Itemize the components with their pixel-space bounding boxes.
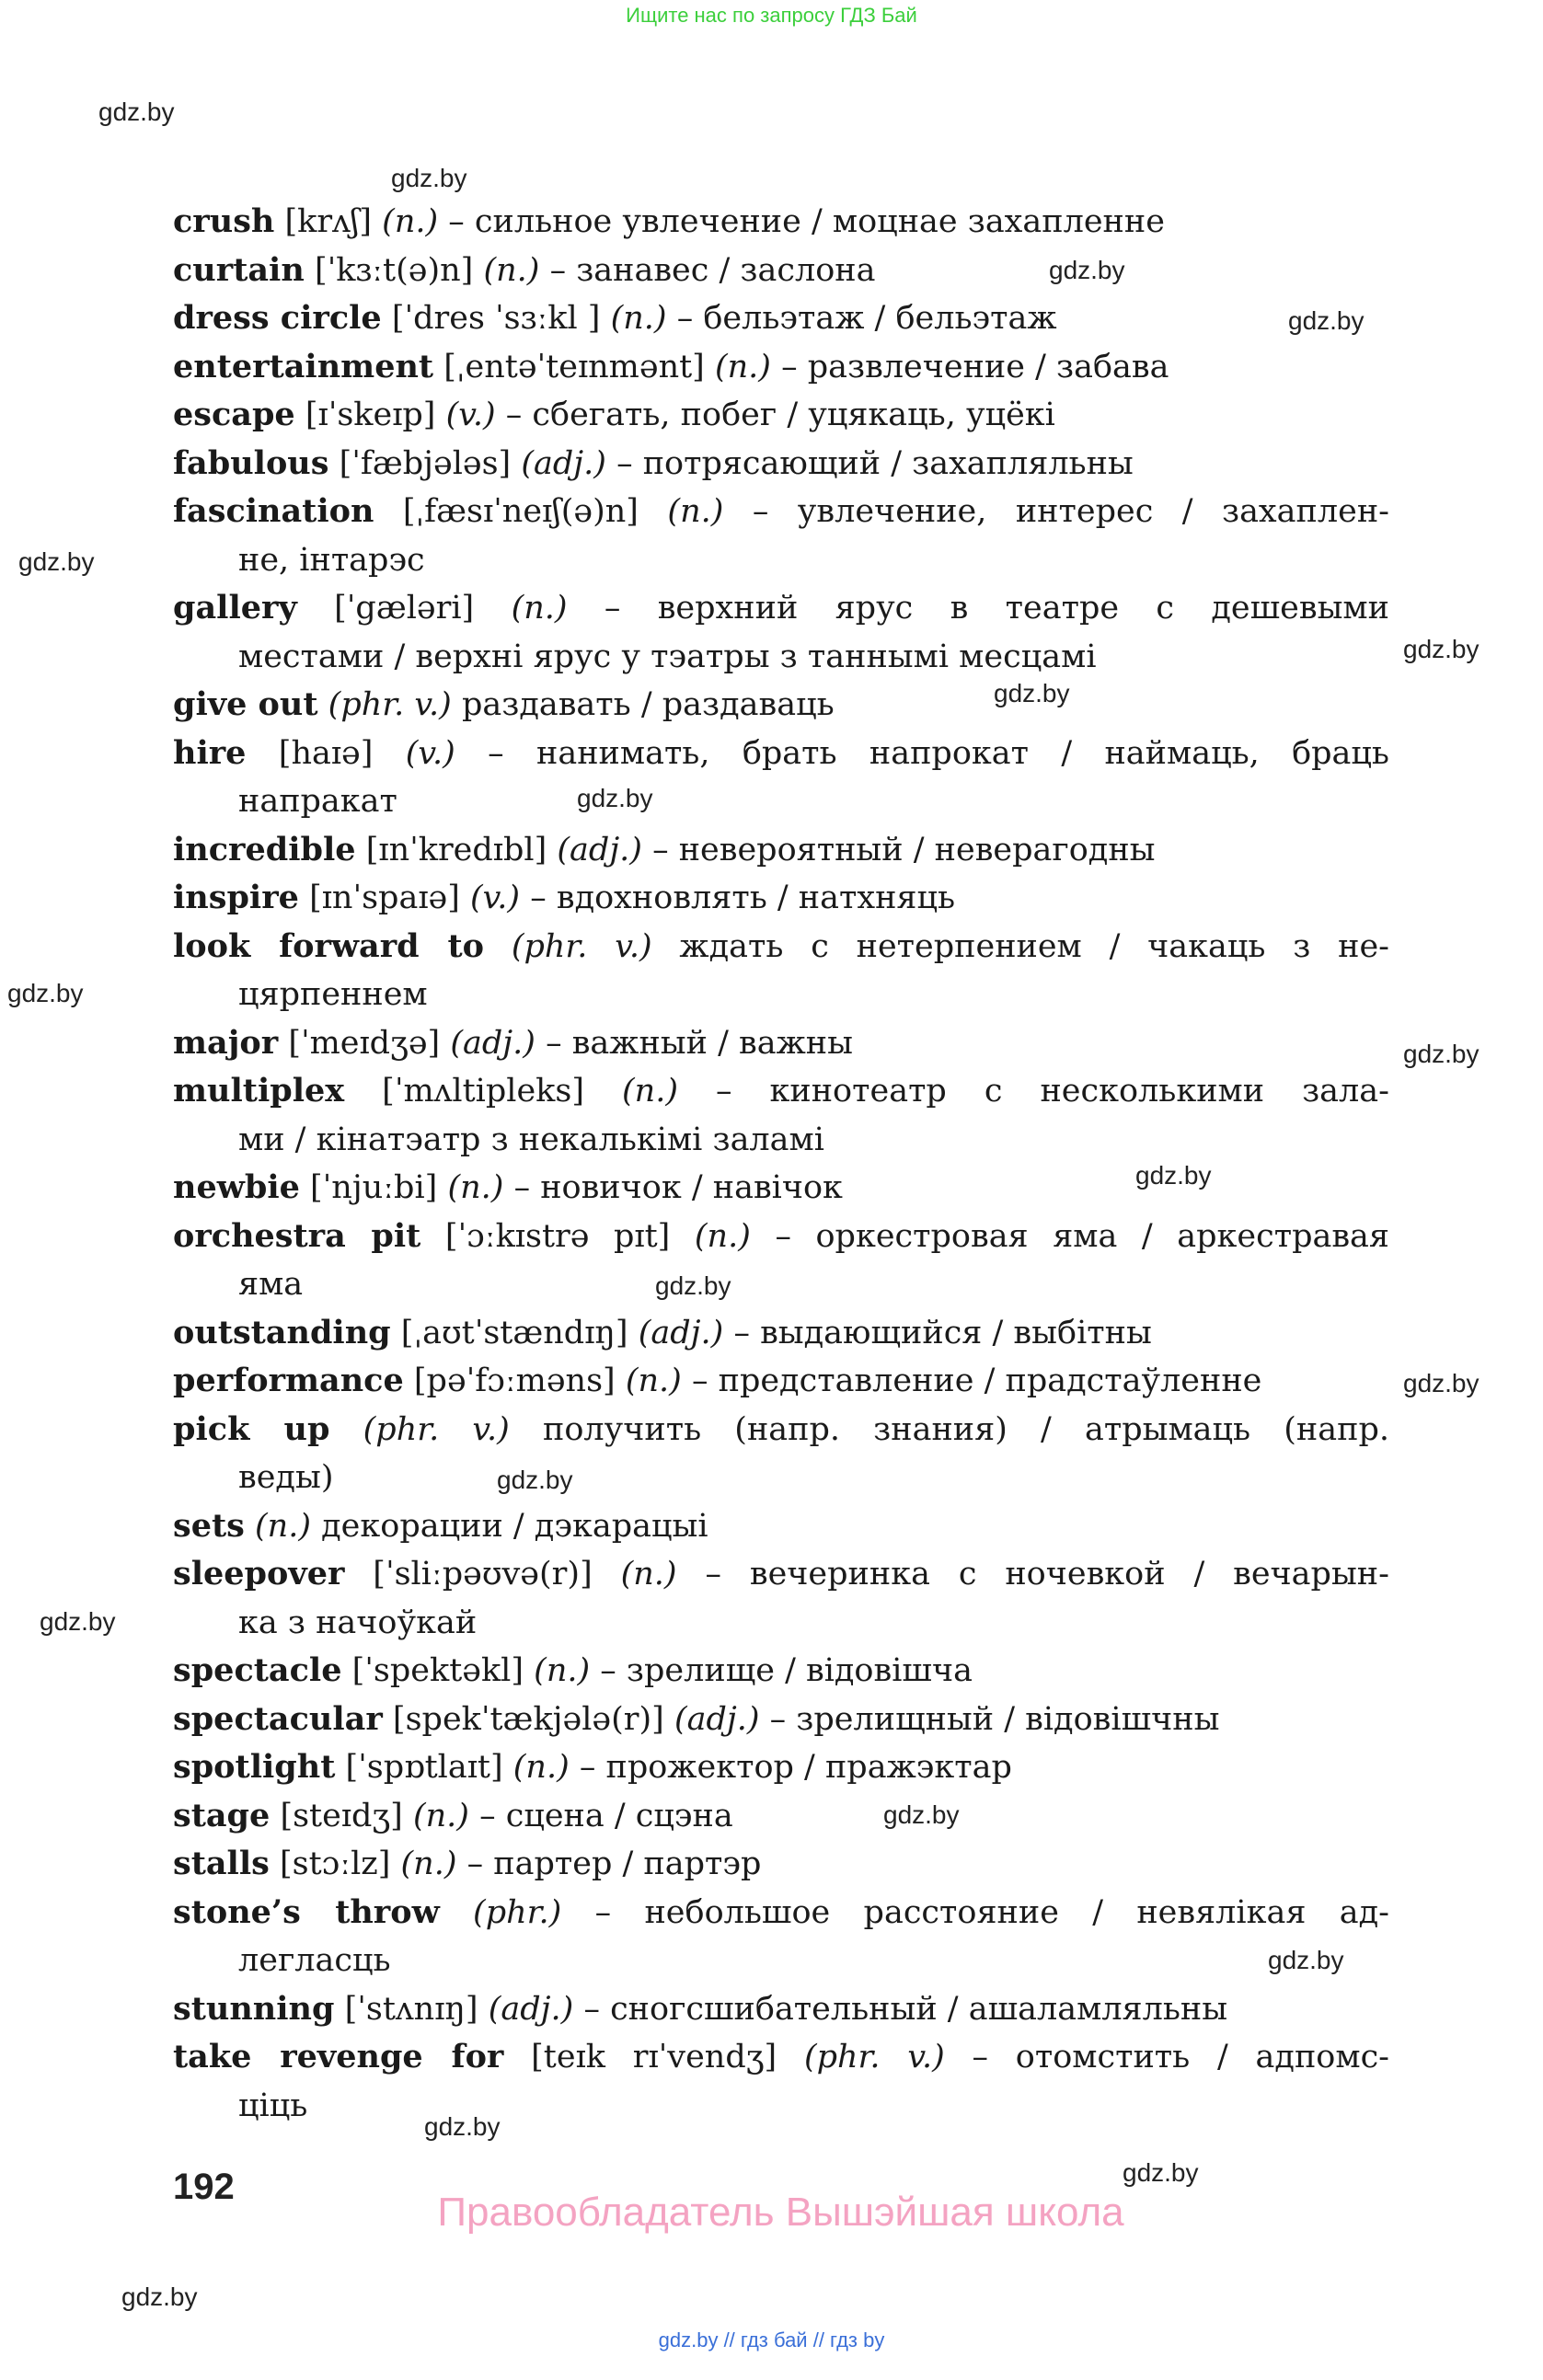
entry-part-of-speech: (adj.) [450,1024,535,1062]
entry-part-of-speech: (adj.) [521,444,606,482]
rights-holder-watermark: Правообладатель Вышэйшая школа [437,2190,1124,2235]
glossary-entry [173,923,1389,1019]
entry-definition: ждать с нетерпением / чакаць з не- [679,927,1389,965]
glossary-entry [173,1647,1389,1696]
entry-part-of-speech: (n.) [255,1507,311,1545]
glossary-entry [173,1743,1389,1792]
entry-part-of-speech: (n.) [447,1169,504,1206]
entry-part-of-speech: (n.) [694,1217,751,1255]
gdz-watermark: gdz.by [883,1800,960,1829]
entry-headword: take revenge for [173,2038,504,2075]
entry-definition-continued: ка з начоўкай [238,1604,478,1641]
entry-part-of-speech: (n.) [483,251,540,289]
gdz-watermark: gdz.by [577,784,653,812]
entry-definition: – вдохновлять / натхняць [530,880,956,916]
entry-definition: – прожектор / пражэктар [579,1749,1012,1786]
glossary-entry [173,1164,1389,1213]
entry-transcription: [ˈkɜːt(ə)n] [314,251,474,289]
entry-transcription: [ˈdres ˈsɜːkl ] [391,300,601,337]
entry-part-of-speech: (n.) [412,1797,469,1834]
glossary-entry [173,247,1389,295]
entry-headword: pick up [173,1409,330,1448]
glossary-entry [173,1502,1389,1551]
entry-definition: – вечеринка с ночевкой / вечарын- [705,1556,1389,1592]
gdz-watermark: gdz.by [1288,306,1365,335]
glossary-entry [173,1550,1389,1647]
bottom-site-links[interactable]: gdz.by // гдз бай // гдз by [658,2328,885,2351]
gdz-watermark: gdz.by [391,164,467,192]
glossary-entry [173,440,1389,489]
entry-definition: – представление / прадстаўленне [691,1362,1262,1399]
entry-headword: major [173,1023,279,1062]
entry-headword: spotlight [173,1748,336,1786]
entry-definition-continued: яма [238,1266,304,1303]
entry-headword: orchestra pit [173,1216,421,1255]
entry-transcription: [ˈfæbjələs] [339,444,512,482]
entry-headword: sleepover [173,1555,345,1592]
entry-part-of-speech: (n.) [400,1845,457,1882]
entry-part-of-speech: (adj.) [488,1990,574,2028]
entry-headword: stunning [173,1989,335,2028]
entry-definition: – сногсшибательный / ашаламляльны [583,1990,1228,2028]
entry-headword: fabulous [173,443,329,482]
entry-part-of-speech: (n.) [622,1073,678,1110]
entry-definition: – зрелищный / відовішчны [769,1700,1220,1738]
entry-definition-continued: напракат [238,783,397,820]
entry-transcription: [ˌentəˈteɪnmənt] [443,348,705,385]
entry-definition: – занавес / заслона [549,251,876,289]
entry-definition: – сбегать, побег / уцякаць, уцёкі [505,397,1055,433]
entry-transcription: [ˌaʊtˈstændɪŋ] [400,1314,628,1351]
entry-transcription: [ˈgæləri] [334,590,475,627]
entry-part-of-speech: (adj.) [638,1314,724,1351]
gdz-watermark: gdz.by [40,1607,116,1636]
entry-headword: spectacle [173,1651,342,1689]
entry-headword: dress circle [173,299,382,337]
glossary-entry [173,1696,1389,1744]
entry-definition: – выдающийся / выбітны [733,1314,1152,1351]
entry-part-of-speech: (v.) [405,734,455,772]
gdz-watermark: gdz.by [121,2282,198,2311]
entry-definition: – верхний ярус в театре с дешевыми [604,590,1389,627]
entry-part-of-speech: (phr.) [473,1893,562,1931]
entry-definition-continued: ми / кінатэатр з некалькімі заламі [238,1121,824,1158]
entry-headword: escape [173,396,295,433]
gdz-watermark: gdz.by [497,1466,573,1494]
entry-headword: curtain [173,250,305,289]
entry-transcription: [ˈɔːkɪstrə pɪt] [444,1217,671,1255]
glossary-entry [173,343,1389,392]
entry-transcription: [ˈmʌltipleks] [382,1073,584,1110]
entry-transcription: [ˈnjuːbi] [310,1169,438,1206]
entry-part-of-speech: (n.) [620,1556,677,1592]
entry-part-of-speech: (n.) [610,300,667,337]
entry-transcription: [ˈmeɪdʒə] [288,1024,441,1062]
gdz-watermark: gdz.by [1268,1946,1344,1974]
entry-headword: sets [173,1506,245,1545]
glossary-entry [173,874,1389,923]
gdz-watermark: gdz.by [1403,635,1480,663]
entry-headword: hire [173,733,247,772]
glossary-entry [173,1213,1389,1309]
entry-definition: – сильное увлечение / моцнае захапленне [448,203,1165,240]
entry-definition: – потрясающий / захапляльны [616,444,1134,482]
entry-definition: – отомстить / адпомс- [972,2039,1389,2075]
entry-headword: look forward to [173,926,485,965]
entry-headword: stalls [173,1845,270,1882]
entry-headword: stone’s throw [173,1892,440,1931]
entry-part-of-speech: (phr. v.) [363,1410,510,1448]
entry-part-of-speech: (adj.) [557,831,642,868]
gdz-watermark: gdz.by [7,979,84,1007]
gdz-watermark: gdz.by [1403,1369,1480,1397]
glossary-entry [173,1019,1389,1068]
entry-definition-continued: веды) [238,1459,334,1496]
entry-transcription: [ˌfæsɪˈneɪʃ(ə)n] [402,493,639,530]
entry-transcription: [haɪə] [278,734,374,772]
top-search-note: Ищите нас по запросу ГДЗ Бай [626,4,917,27]
entry-definition: – кинотеатр с несколькими зала- [716,1073,1389,1110]
entry-headword: stage [173,1796,271,1834]
gdz-watermark: gdz.by [1049,256,1125,284]
entry-transcription: [ɪnˈspaɪə] [309,880,460,916]
entry-definition: – важный / важны [546,1024,853,1062]
glossary-entry [173,730,1389,826]
entry-part-of-speech: (n.) [511,590,568,627]
entry-definition: – увлечение, интерес / захаплен- [752,493,1389,530]
entry-part-of-speech: (phr. v.) [328,686,452,723]
entry-definition: получить (напр. знания) / атрымаць (напр. [543,1410,1389,1448]
entry-definition-continued: ціць [238,2087,308,2124]
entry-definition: – нанимать, брать напрокат / наймаць, браць [488,734,1389,772]
gdz-watermark: gdz.by [424,2112,501,2141]
entry-transcription: [teɪk rɪˈvendʒ] [531,2039,777,2075]
entry-transcription: [ˈspɒtlaɪt] [345,1749,503,1786]
entry-headword: performance [173,1362,404,1399]
entry-transcription: [ɪˈskeɪp] [305,397,436,433]
entry-transcription: [ɪnˈkredɪbl] [365,831,547,868]
glossary-entry [173,2033,1389,2130]
gdz-watermark: gdz.by [1403,1040,1480,1068]
entry-part-of-speech: (n.) [512,1749,570,1786]
entry-headword: newbie [173,1168,300,1206]
entry-definition-continued: легласць [238,1942,391,1979]
entry-definition: – развлечение / забава [781,348,1169,385]
glossary-entry [173,391,1389,440]
entry-transcription: [ˈspektəkl] [351,1652,524,1689]
entry-definition: – невероятный / неверагодны [652,831,1156,868]
glossary-entry [173,1985,1389,2034]
gdz-watermark: gdz.by [655,1271,731,1300]
entry-headword: give out [173,685,318,723]
entry-definition: декорации / дэкарацыі [321,1507,708,1545]
entry-definition: раздавать / раздаваць [461,686,835,723]
entry-definition-continued: местами / верхні ярус у тэатры з таннымі месцамі [238,638,1097,675]
gdz-watermark: gdz.by [1123,2158,1199,2187]
entry-headword: outstanding [173,1313,391,1351]
entry-definition: – партер / партэр [466,1845,762,1882]
entry-headword: multiplex [173,1072,345,1110]
entry-transcription: [pəˈfɔːməns] [413,1362,616,1399]
entry-transcription: [ˈstʌnɪŋ] [344,1990,478,2028]
entry-definition: – небольшое расстояние / невялікая ад- [594,1893,1389,1931]
glossary-entry [173,1357,1389,1406]
entry-transcription: [spekˈtækjələ(r)] [392,1700,664,1738]
entry-headword: gallery [173,589,297,627]
entry-transcription: [ˈsliːpəʊvə(r)] [373,1556,593,1592]
entry-part-of-speech: (v.) [470,880,521,916]
entry-part-of-speech: (n.) [714,348,771,385]
entry-headword: entertainment [173,347,434,385]
entry-transcription: [stɔːlz] [280,1845,391,1882]
gdz-watermark: gdz.by [18,547,95,576]
gdz-watermark: gdz.by [1135,1161,1212,1190]
gdz-watermark: gdz.by [994,679,1070,707]
entry-definition: – зрелище / відовішча [600,1652,973,1689]
entry-definition-continued: не, інтарэс [238,541,425,579]
entry-definition: – сцена / сцэна [479,1797,733,1834]
entry-part-of-speech: (adj.) [674,1700,760,1738]
entry-part-of-speech: (n.) [667,493,724,530]
entry-part-of-speech: (v.) [445,397,496,433]
glossary-entry [173,198,1389,247]
glossary-entry [173,1840,1389,1889]
glossary-entry [173,584,1389,681]
entry-part-of-speech: (n.) [382,203,439,240]
entry-definition: – новичок / навічок [513,1169,843,1206]
entry-headword: incredible [173,830,356,868]
entry-part-of-speech: (phr. v.) [511,927,652,965]
page-number: 192 [173,2167,235,2207]
glossary-list [173,198,1389,2130]
glossary-entry [173,1889,1389,1985]
glossary-entry [173,1067,1389,1164]
glossary-entry [173,826,1389,875]
entry-transcription: [krʌʃ] [284,203,373,240]
entry-definition: – оркестровая яма / аркестравая [775,1217,1389,1255]
entry-headword: crush [173,202,275,240]
glossary-entry [173,488,1389,584]
entry-part-of-speech: (phr. v.) [803,2039,945,2075]
entry-headword: inspire [173,879,299,916]
entry-headword: spectacular [173,1699,383,1738]
entry-headword: fascination [173,492,374,530]
gdz-watermark: gdz.by [98,98,175,126]
glossary-entry [173,1309,1389,1358]
glossary-entry [173,294,1389,343]
entry-definition: – бельэтаж / бельэтаж [676,300,1057,337]
entry-part-of-speech: (n.) [534,1652,591,1689]
entry-transcription: [steɪdʒ] [280,1797,403,1834]
entry-definition-continued: цярпеннем [238,976,428,1013]
entry-part-of-speech: (n.) [625,1362,682,1399]
glossary-entry [173,681,1389,730]
glossary-entry [173,1792,1389,1841]
glossary-entry [173,1406,1389,1502]
